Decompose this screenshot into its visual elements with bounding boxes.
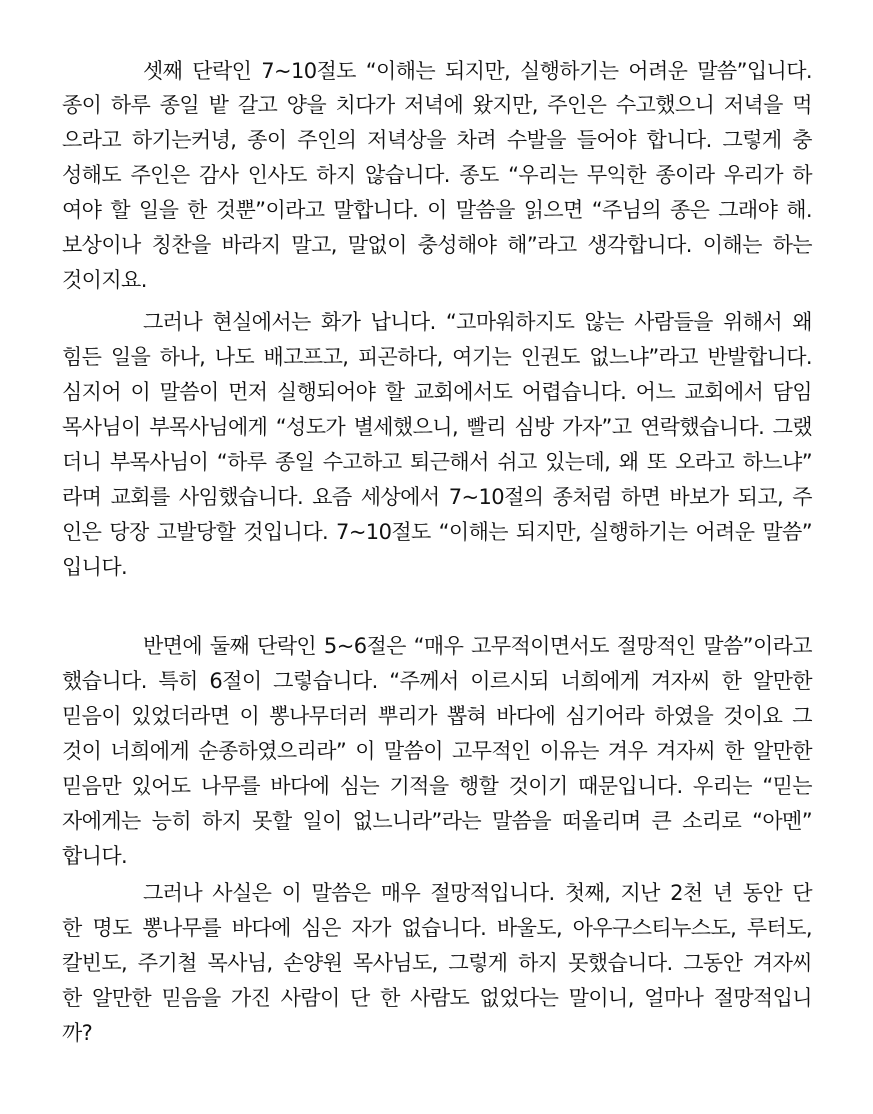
paragraph-2-line-8: 입니다.: [62, 555, 128, 579]
paragraph-1-line-3: 으라고 하기는커녕, 종이 주인의 저녁상을 차려 수발을 들어야 합니다. 그렇게 충: [62, 128, 812, 152]
paragraph-3-line-6: 자에게는 능히 하지 못할 일이 없느니라”라는 말씀을 떠올리며 큰 소리로 “아멘”: [62, 809, 812, 833]
paragraph-4-line-1: 그러나 사실은 이 말씀은 매우 절망적입니다. 첫째, 지난 2천 년 동안 단: [143, 881, 812, 905]
paragraph-3-line-2: 했습니다. 특히 6절이 그렇습니다. “주께서 이르시되 너희에게 겨자씨 한 알만한: [62, 669, 812, 693]
paragraph-3-line-7: 합니다.: [62, 844, 128, 868]
paragraph-2-line-5: 더니 부목사님이 “하루 종일 수고하고 퇴근해서 쉬고 있는데, 왜 또 오라고 하느냐”: [62, 450, 812, 474]
paragraph-4-line-5: 까?: [62, 1021, 93, 1045]
paragraph-3-line-5: 믿음만 있어도 나무를 바다에 심는 기적을 행할 것이기 때문입니다. 우리는 “믿는: [62, 774, 812, 798]
paragraph-4-line-3: 칼빈도, 주기철 목사님, 손양원 목사님도, 그렇게 하지 못했습니다. 그동안 겨자씨: [62, 951, 812, 975]
paragraph-1-line-6: 보상이나 칭찬을 바라지 말고, 말없이 충성해야 해”라고 생각합니다. 이해는 하는: [62, 233, 812, 257]
paragraph-2-line-7: 인은 당장 고발당할 것입니다. 7~10절도 “이해는 되지만, 실행하기는 어려운 말씀”: [62, 520, 812, 544]
paragraph-4-line-2: 한 명도 뽕나무를 바다에 심은 자가 없습니다. 바울도, 아우구스티누스도, 루터도,: [62, 916, 812, 940]
paragraph-1-line-4: 성해도 주인은 감사 인사도 하지 않습니다. 종도 “우리는 무익한 종이라 우리가 하: [62, 163, 812, 187]
paragraph-1-line-1: 셋째 단락인 7~10절도 “이해는 되지만, 실행하기는 어려운 말씀”입니다.: [143, 59, 812, 83]
paragraph-4-line-4: 한 알만한 믿음을 가진 사람이 단 한 사람도 없었다는 말이니, 얼마나 절망적입니: [62, 986, 812, 1010]
paragraph-1-line-7: 것이지요.: [62, 268, 147, 292]
paragraph-1-line-2: 종이 하루 종일 밭 갈고 양을 치다가 저녁에 왔지만, 주인은 수고했으니 저녁을 먹: [62, 93, 812, 117]
paragraph-3-line-3: 믿음이 있었더라면 이 뽕나무더러 뿌리가 뽑혀 바다에 심기어라 하였을 것이요 그: [62, 704, 812, 728]
paragraph-2-line-3: 심지어 이 말씀이 먼저 실행되어야 할 교회에서도 어렵습니다. 어느 교회에서 담임: [62, 380, 812, 404]
paragraph-2-line-2: 힘든 일을 하나, 나도 배고프고, 피곤하다, 여기는 인권도 없느냐”라고 반발합니다.: [62, 345, 812, 369]
paragraph-2-line-1: 그러나 현실에서는 화가 납니다. “고마워하지도 않는 사람들을 위해서 왜: [143, 310, 812, 334]
paragraph-2-line-6: 라며 교회를 사임했습니다. 요즘 세상에서 7~10절의 종처럼 하면 바보가 되고, 주: [62, 485, 812, 509]
paragraph-3-line-4: 것이 너희에게 순종하였으리라” 이 말씀이 고무적인 이유는 겨우 겨자씨 한 알만한: [62, 739, 812, 763]
paragraph-2-line-4: 목사님이 부목사님에게 “성도가 별세했으니, 빨리 심방 가자”고 연락했습니다. 그랬: [62, 415, 812, 439]
paragraph-1-line-5: 여야 할 일을 한 것뿐”이라고 말합니다. 이 말씀을 읽으면 “주님의 종은 그래야 해.: [62, 198, 812, 222]
paragraph-3-line-1: 반면에 둘째 단락인 5~6절은 “매우 고무적이면서도 절망적인 말씀”이라고: [143, 634, 812, 658]
